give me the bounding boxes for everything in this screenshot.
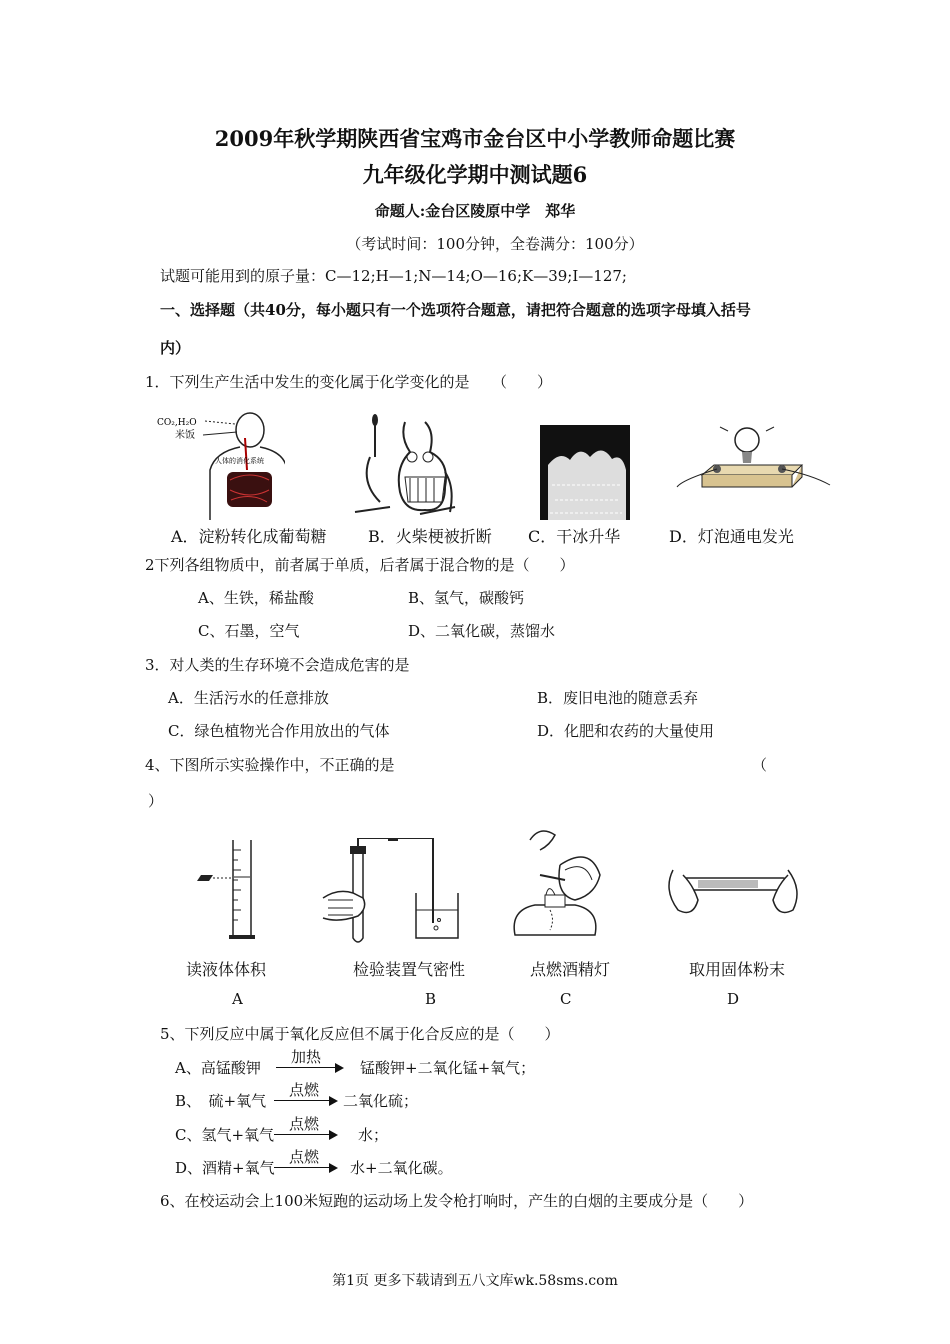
q4-letter-a: A — [232, 990, 243, 1008]
fig-a-text3: 人体的消化系统 — [215, 457, 264, 465]
page-title: 2009年秋学期陕西省宝鸡市金台区中小学教师命题比赛 — [214, 126, 736, 151]
fig-a-text2: 米饭 — [175, 430, 195, 441]
q5-reaction-c-product: 水； — [358, 1126, 389, 1144]
q4-caption-b: 检验装置气密性 — [353, 960, 466, 979]
q5-reaction-a-product: 锰酸钾+二氧化锰+氧气； — [360, 1059, 536, 1077]
q4-letter-c: C — [560, 990, 572, 1008]
section-heading-line1: 一、选择题（共40分，每小题只有一个选项符合题意，请把符合题意的选项字母填入括号 — [160, 301, 751, 319]
q3-option-c: C．绿色植物光合作用放出的气体 — [168, 722, 390, 740]
q1-option-a: A．淀粉转化成葡萄糖 — [171, 527, 327, 546]
fig-a-text1: CO₂,H₂O — [157, 418, 197, 428]
page-footer: 第1页 更多下载请到五八文库wk.58sms.com — [332, 1273, 618, 1289]
airtightness-figure — [318, 838, 468, 948]
q4-caption-c: 点燃酒精灯 — [530, 960, 611, 979]
light-bulb-figure — [672, 425, 832, 505]
solid-powder-figure — [668, 860, 803, 930]
q5-reaction-d-condition: 点燃 — [288, 1148, 319, 1166]
q3-option-d: D．化肥和农药的大量使用 — [537, 722, 715, 740]
q2-option-a: A、生铁，稀盐酸 — [198, 589, 314, 607]
q5-reaction-a-condition: 加热 — [290, 1048, 321, 1066]
q5-reaction-d-product: 水+二氧化碳。 — [350, 1159, 453, 1177]
q1-option-d: D．灯泡通电发光 — [669, 527, 794, 546]
q2-option-c: C、石墨，空气 — [198, 622, 300, 640]
q5-reaction-d-arrow — [274, 1167, 336, 1168]
page-subtitle: 九年级化学期中测试题6 — [362, 162, 588, 187]
q6-stem: 6、在校运动会上100米短跑的运动场上发令枪打响时，产生的白烟的主要成分是（ ） — [160, 1192, 754, 1210]
q5-stem: 5、下列反应中属于氧化反应但不属于化合反应的是（ ） — [160, 1025, 560, 1043]
q5-reaction-d-label: D、酒精+氧气 — [175, 1159, 275, 1177]
q5-reaction-a-label: A、高锰酸钾 — [175, 1059, 261, 1077]
exam-info: （考试时间：100分钟，全卷满分：100分） — [346, 235, 644, 253]
digestive-system-figure — [155, 410, 285, 520]
q3-stem: 3．对人类的生存环境不会造成危害的是 — [145, 656, 410, 674]
q4-caption-d: 取用固体粉末 — [689, 960, 786, 979]
match-cartoon-figure — [350, 412, 460, 520]
q4-bracket-open: （ — [752, 756, 768, 774]
q5-reaction-a-arrow — [276, 1067, 342, 1068]
q3-option-a: A．生活污水的任意排放 — [168, 689, 329, 707]
section-heading-line2: 内） — [160, 339, 191, 357]
q5-reaction-c-condition: 点燃 — [288, 1115, 319, 1133]
q2-option-d: D、二氧化碳，蒸馏水 — [408, 622, 556, 640]
q4-bracket-close: ） — [148, 792, 164, 810]
q5-reaction-b-condition: 点燃 — [288, 1081, 319, 1099]
graduated-cylinder-figure — [183, 835, 258, 945]
q2-stem: 2下列各组物质中，前者属于单质，后者属于混合物的是（ ） — [145, 556, 575, 574]
alcohol-lamp-figure — [500, 825, 610, 945]
q1-stem: 1．下列生产生活中发生的变化属于化学变化的是 （ ） — [145, 373, 553, 391]
q4-caption-a: 读液体体积 — [186, 960, 267, 979]
q2-option-b: B、氢气，碳酸钙 — [408, 589, 525, 607]
q4-letter-b: B — [425, 990, 437, 1008]
q4-letter-d: D — [727, 990, 740, 1008]
q5-reaction-b-product: 二氧化硫； — [343, 1092, 419, 1110]
q5-reaction-b-arrow — [274, 1100, 336, 1101]
author-line: 命题人:金台区陵原中学 郑华 — [374, 202, 576, 220]
q1-option-c: C．干冰升华 — [528, 527, 621, 546]
q5-reaction-b-label: B、 硫+氧气 — [175, 1092, 267, 1110]
dry-ice-figure — [540, 425, 630, 520]
q3-option-b: B．废旧电池的随意丢弃 — [537, 689, 699, 707]
q5-reaction-c-label: C、氢气+氧气 — [175, 1126, 275, 1144]
q4-stem: 4、下图所示实验操作中，不正确的是 — [145, 756, 395, 774]
atomic-masses: 试题可能用到的原子量：C—12;H—1;N—14;O—16;K—39;I—127; — [160, 267, 627, 285]
q1-option-b: B．火柴梗被折断 — [368, 527, 492, 546]
q5-reaction-c-arrow — [274, 1134, 336, 1135]
